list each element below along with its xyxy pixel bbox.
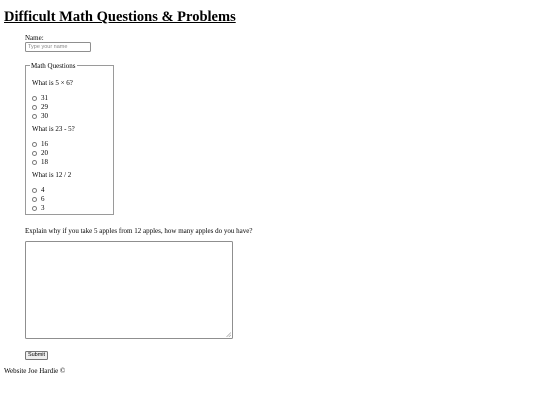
radio-button[interactable]: [32, 105, 37, 110]
question-3-option-3[interactable]: [32, 204, 45, 213]
question-3-option-2[interactable]: [32, 195, 45, 204]
radio-button[interactable]: [32, 96, 37, 101]
explain-label: Explain why if you take 5 apples from 12 apples, how many apples do you have?: [25, 227, 253, 235]
question-1-option-2[interactable]: [32, 103, 48, 112]
question-1-option-3[interactable]: [32, 112, 48, 121]
option-label: 30: [41, 112, 48, 120]
question-3-text: What is 12 / 2: [32, 171, 72, 179]
explain-textarea[interactable]: [25, 241, 233, 339]
question-1: [32, 78, 73, 120]
radio-button[interactable]: [32, 151, 37, 156]
question-3-option-1[interactable]: [32, 186, 45, 195]
question-2-option-3[interactable]: [32, 158, 48, 167]
radio-button[interactable]: [32, 160, 37, 165]
radio-button[interactable]: [32, 142, 37, 147]
option-label: 4: [41, 186, 45, 194]
question-1-option-1[interactable]: [32, 94, 48, 103]
option-label: 3: [41, 204, 45, 212]
radio-button[interactable]: [32, 206, 37, 211]
footer-text: Website Joe Hardie ©: [4, 367, 66, 375]
radio-button[interactable]: [32, 114, 37, 119]
name-input[interactable]: [25, 42, 91, 52]
page-title: Difficult Math Questions & Problems: [4, 9, 236, 25]
name-label: Name:: [25, 34, 44, 42]
radio-button[interactable]: [32, 188, 37, 193]
option-label: 18: [41, 158, 48, 166]
radio-button[interactable]: [32, 197, 37, 202]
option-label: 16: [41, 140, 48, 148]
question-2-text: What is 23 - 5?: [32, 125, 75, 133]
math-questions-legend: Math Questions: [31, 62, 76, 70]
option-label: 20: [41, 149, 48, 157]
submit-button[interactable]: Submit: [25, 351, 48, 360]
math-questions-fieldset: [25, 62, 114, 215]
question-3: [32, 170, 72, 212]
question-1-text: What is 5 × 6?: [32, 79, 73, 87]
option-label: 29: [41, 103, 48, 111]
question-2-option-2[interactable]: [32, 149, 48, 158]
question-2: [32, 124, 75, 166]
question-2-option-1[interactable]: [32, 140, 48, 149]
option-label: 31: [41, 94, 48, 102]
option-label: 6: [41, 195, 45, 203]
